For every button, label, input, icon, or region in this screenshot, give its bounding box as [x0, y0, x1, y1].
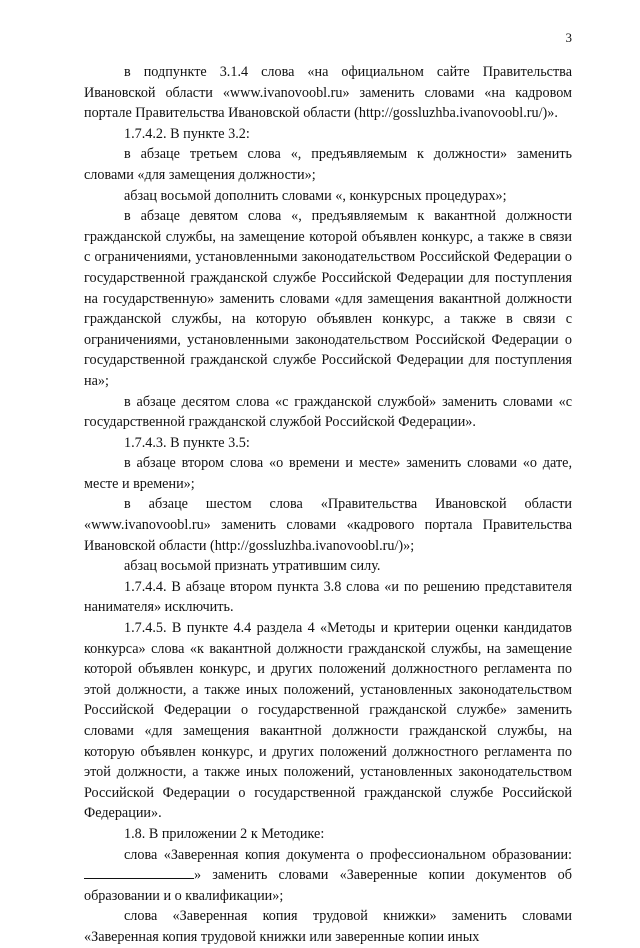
paragraph: 1.7.4.2. В пункте 3.2: — [124, 125, 250, 142]
paragraph: в абзаце втором слова «о времени и месте» заменить словами «о дате, месте и времени»; — [84, 455, 572, 492]
paragraph: 1.7.4.5. В пункте 4.4 раздела 4 «Методы и критерии оценки кандидатов конкурса» слова «к вакантной должности гражданской службы, на замещение которой объявлен конкурс, и других положений должностного регламента по этой должности, а также иных положений, установленных законодательством Российской Федерации о государственной гражданской службе» заменить словами «для замещения вакантной должности гражданской службы, на которую объявлен конкурс, и других положений должностного регламента по этой должности, а также иных положений, установленных законодательством Российской Федерации о государственной гражданской службе Российской Федерации». — [84, 620, 572, 822]
paragraph: 1.8. В приложении 2 к Методике: — [124, 825, 325, 842]
document-body — [84, 62, 572, 948]
paragraph: 1.7.4.3. В пункте 3.5: — [124, 434, 250, 451]
paragraph-with-blank — [84, 845, 572, 907]
paragraph: в абзаце десятом слова «с гражданской службой» заменить словами «с государственной гражданской службой Российской Федерации». — [84, 393, 572, 431]
blank-line — [84, 865, 194, 879]
paragraph: в абзаце третьем слова «, предъявляемым к должности» заменить словами «для замещения должности»; — [84, 146, 572, 183]
paragraph-text: » заменить словами «Заверенные копии документов об образовании и о квалификации»; — [84, 867, 572, 904]
paragraph: в абзаце девятом слова «, предъявляемым к вакантной должности гражданской службы, на замещение которой объявлен конкурс, а также в связи с ограничениями, установленными законодательством Российской Федерации о государственной гражданской службе Российской Федерации для поступления на государственную» заменить словами «для замещения вакантной должности гражданской службы, на которую объявлен конкурс, а также в связи с ограничениями, установленными законодательством Российской Федерации о государственной гражданской службе Российской Федерации для поступления на»; — [84, 208, 572, 389]
paragraph: абзац восьмой дополнить словами «, конкурсных процедурах»; — [124, 187, 507, 204]
paragraph: в абзаце шестом слова «Правительства Ивановской области «www.ivanovoobl.ru» заменить словами «кадрового портала Правительства Ивановской области (http://gossluzhba.ivanovoobl.ru/)»; — [84, 496, 572, 554]
paragraph: 1.7.4.4. В абзаце втором пункта 3.8 слова «и по решению представителя нанимателя» исключить. — [84, 578, 572, 616]
paragraph: абзац восьмой признать утратившим силу. — [124, 558, 381, 575]
paragraph-text: слова «Заверенная копия документа о профессиональном образовании: — [124, 846, 572, 863]
paragraph: слова «Заверенная копия трудовой книжки» заменить словами «Заверенная копия трудовой книжки или заверенные копии иных — [84, 908, 572, 945]
paragraph: в подпункте 3.1.4 слова «на официальном сайте Правительства Ивановской области «www.ivanovoobl.ru» заменить словами «на кадровом портале Правительства Ивановской области (http://gossluzhba.ivanovoobl.ru/)». — [84, 64, 572, 122]
page-number: 3 — [565, 30, 572, 45]
